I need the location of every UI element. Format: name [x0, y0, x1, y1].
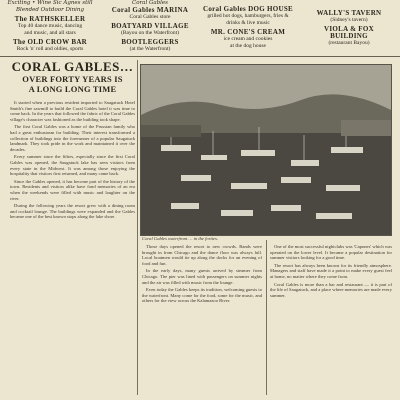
- article-column-right: [270, 244, 392, 396]
- header-col-4: [302, 0, 396, 47]
- header-rule: [0, 56, 400, 57]
- mr-cones-sub: ice cream and cookies: [223, 36, 273, 42]
- right-paragraph: One of the most successful nightclubs was 'Capones' which was operated on the lower level. It became a popular destination for summer visitors looking for a good time.: [270, 244, 392, 261]
- left-paragraph: The first Coral Gables was a home of the Prussian family who had a great enthusiasm for building. Their interest transformed a collection of buildings into the forerunner of a popular Saugatuck landmark. They took pride in the work and maintained it over the decades.: [10, 124, 135, 152]
- left-paragraph: Since the Gables opened, it has become part of the history of the town. Residents and visitors alike have fond memories of an era when the weekends were filled with music and laughter on the river.: [10, 178, 135, 201]
- old-crow-bar-sub: Rock 'n' roll and oldies, sports: [16, 46, 84, 52]
- right-paragraph: Coral Gables is more than a bar and restaurant — it is part of the life of Saugatuck, and a place where memories are made every summer.: [270, 281, 392, 298]
- marina-sub: Coral Gables store: [129, 14, 171, 20]
- middle-paragraph: In the early days, many guests arrived by steamer from Chicago. The pier was lined with passengers on summer nights and the air was filled with music from the lounge.: [142, 268, 262, 285]
- wallys-tavern-title: WALLY'S TAVERN: [316, 9, 382, 17]
- header-col1-line1: Exciting • Wine Sic Agnes still: [7, 0, 93, 6]
- left-paragraph: During the following years the resort grew with a dining room and cocktail lounge. The buildings were expanded and the Gables became one of the best known stops along the lake shore.: [10, 203, 135, 220]
- old-crow-bar-title: The OLD CROW BAR: [12, 38, 88, 46]
- middle-paragraph: Even today the Gables keeps its tradition, welcoming guests to the waterfront. Many come for the food, some for the music, and others for the view across the Kalamazoo River.: [142, 287, 262, 304]
- wallys-tavern-sub: (Sidney's tavern): [330, 17, 368, 23]
- header-col2-top: Coral Gables: [132, 0, 168, 6]
- building-sub: (restaurant Bayou): [328, 40, 370, 46]
- article-headline-block: [10, 60, 135, 94]
- left-paragraph: It started when a previous resident imported to Saugatuck Hotel Smith's fine sawmill to build the Coral Gables hotel it was time to come back. In the years that followed the fabric of the Coral Gables village's character was fashioned as the building took shape.: [10, 100, 135, 122]
- header-col1-line2: Blended Outdoor Dining: [16, 7, 84, 13]
- waterfront-photo-drawing: [141, 65, 391, 235]
- rathskeller-sub2: and music, and all stars: [24, 30, 76, 36]
- dog-house-sub2: drinks & live music: [226, 20, 270, 26]
- dog-house-sub1: grilled hot dogs, hamburgers, fries &: [207, 13, 289, 19]
- mr-cones-sub2: at the dog house: [230, 43, 266, 49]
- rathskeller-sub: Top 40 dance music, dancing: [17, 23, 83, 29]
- mr-cones-title: MR. CONE'S CREAM: [210, 28, 286, 36]
- article-subhead-2: A LONG LONG TIME: [28, 84, 117, 94]
- bootleggers-title: BOOTLEGGERS: [121, 38, 179, 46]
- right-paragraph: The resort has always been known for its friendly atmosphere. Managers and staff have made it a point to make every guest feel at home, no matter where they come from.: [270, 262, 392, 279]
- header-col-1: [4, 0, 96, 53]
- header-col-2: [104, 0, 196, 53]
- article-column-left: [10, 100, 135, 395]
- column-divider: [266, 240, 267, 395]
- viola-fox-title: VIOLA & FOX: [324, 25, 374, 33]
- header-col-3: [202, 0, 294, 50]
- bootleggers-sub: (at the Waterfront): [129, 46, 171, 52]
- rathskeller-title: The RATHSKELLER: [14, 15, 86, 23]
- article-subhead-1: OVER FORTY YEARS IS: [22, 74, 123, 84]
- left-paragraph: Every summer since the fifties, especially since the first Coral Gables was opened, the Saugatuck lake has seen visitors from every state in the Midwest. It was among those enjoying the hospitality that visitors first returned, and many came back.: [10, 154, 135, 177]
- article-headline: CORAL GABLES…: [11, 59, 134, 74]
- dog-house-title: Coral Gables DOG HOUSE: [202, 5, 294, 13]
- waterfront-photo: [140, 64, 392, 236]
- building-title: BUILDING: [330, 32, 368, 40]
- boatyard-village-title: BOATYARD VILLAGE: [111, 22, 189, 30]
- article-column-middle: [142, 244, 262, 396]
- column-divider: [137, 60, 138, 395]
- photo-caption: Coral Gables waterfront … in the forties.: [142, 236, 219, 241]
- boatyard-village-sub: (Bayou on the Waterfront): [121, 30, 179, 36]
- middle-paragraph: Those days opened the resort to new crowds. Bands were brought in from Chicago and the dance floor was always full. Local boatmen would tie up along the docks for an evening of food and fun.: [142, 244, 262, 266]
- marina-title: Coral Gables MARINA: [111, 6, 189, 14]
